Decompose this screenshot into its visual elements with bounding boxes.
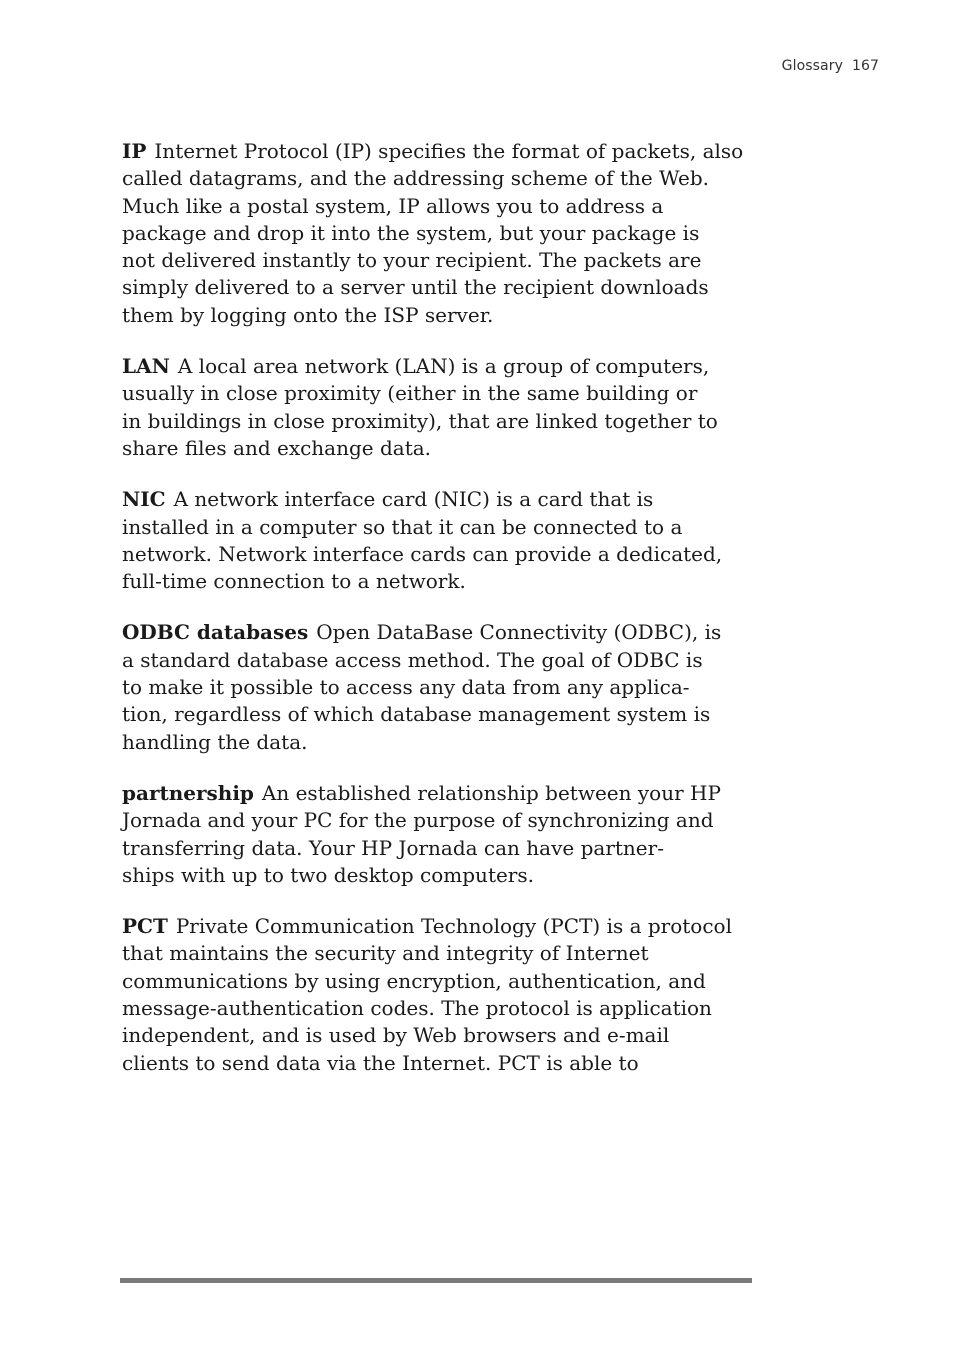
definition-line: A network interface card (NIC) is a card that is — [173, 487, 654, 512]
glossary-term: NIC — [122, 487, 166, 512]
glossary-entry-odbc-databases — [122, 619, 750, 755]
definition-line: that maintains the security and integrity of Internet — [122, 941, 649, 966]
glossary-term: ODBC databases — [122, 620, 309, 645]
footer-rule — [120, 1278, 752, 1283]
definition-line: Internet Protocol (IP) specifies the format of packets, also — [154, 139, 744, 163]
definition-line: message-authentication codes. The protocol is application — [122, 996, 712, 1021]
glossary-term: partnership — [122, 780, 254, 805]
glossary-entry-pct — [122, 913, 750, 1077]
definition-line: usually in close proximity (either in the same building or — [122, 381, 698, 406]
definition-line: package and drop it into the system, but your package is — [122, 220, 700, 245]
glossary-entry-nic — [122, 486, 750, 595]
definition-line: ships with up to two desktop computers. — [122, 862, 534, 887]
definition-line: installed in a computer so that it can be connected to a — [122, 514, 683, 539]
definition-line: them by logging onto the ISP server. — [122, 302, 494, 327]
definition-line: not delivered instantly to your recipient. The packets are — [122, 248, 702, 273]
section-title: Glossary — [781, 58, 843, 74]
glossary-term: PCT — [122, 914, 168, 939]
definition-line: clients to send data via the Internet. PCT is able to — [122, 1050, 639, 1075]
definition-line: called datagrams, and the addressing scheme of the Web. — [122, 166, 709, 191]
page-number: 167 — [851, 58, 879, 74]
definition-line: Open DataBase Connectivity (ODBC), is — [316, 620, 722, 645]
definition-line: transferring data. Your HP Jornada can have partner- — [122, 835, 664, 860]
definition-line: a standard database access method. The goal of ODBC is — [122, 647, 703, 672]
glossary-list — [122, 138, 750, 1101]
definition-line: handling the data. — [122, 729, 308, 754]
glossary-entry-partnership — [122, 780, 750, 889]
definition-line: in buildings in close proximity), that are linked together to — [122, 408, 718, 433]
running-header — [782, 58, 879, 74]
definition-line: An established relationship between your HP — [261, 780, 721, 805]
definition-line: communications by using encryption, authentication, and — [122, 968, 706, 993]
definition-line: Much like a postal system, IP allows you to address a — [122, 193, 664, 218]
definition-line: full-time connection to a network. — [122, 569, 466, 594]
definition-line: to make it possible to access any data from any applica- — [122, 675, 690, 700]
glossary-entry-lan — [122, 353, 750, 462]
glossary-term: IP — [122, 139, 147, 163]
definition-line: independent, and is used by Web browsers and e-mail — [122, 1023, 670, 1048]
definition-line: simply delivered to a server until the recipient downloads — [122, 275, 709, 300]
definition-line: Private Communication Technology (PCT) is a protocol — [175, 914, 732, 939]
glossary-entry-ip — [122, 138, 750, 329]
definition-line: Jornada and your PC for the purpose of synchronizing and — [122, 808, 714, 833]
definition-line: tion, regardless of which database management system is — [122, 702, 711, 727]
definition-line: network. Network interface cards can provide a dedicated, — [122, 541, 723, 566]
glossary-term: LAN — [122, 354, 170, 379]
definition-line: A local area network (LAN) is a group of computers, — [177, 354, 710, 379]
definition-line: share files and exchange data. — [122, 435, 432, 460]
